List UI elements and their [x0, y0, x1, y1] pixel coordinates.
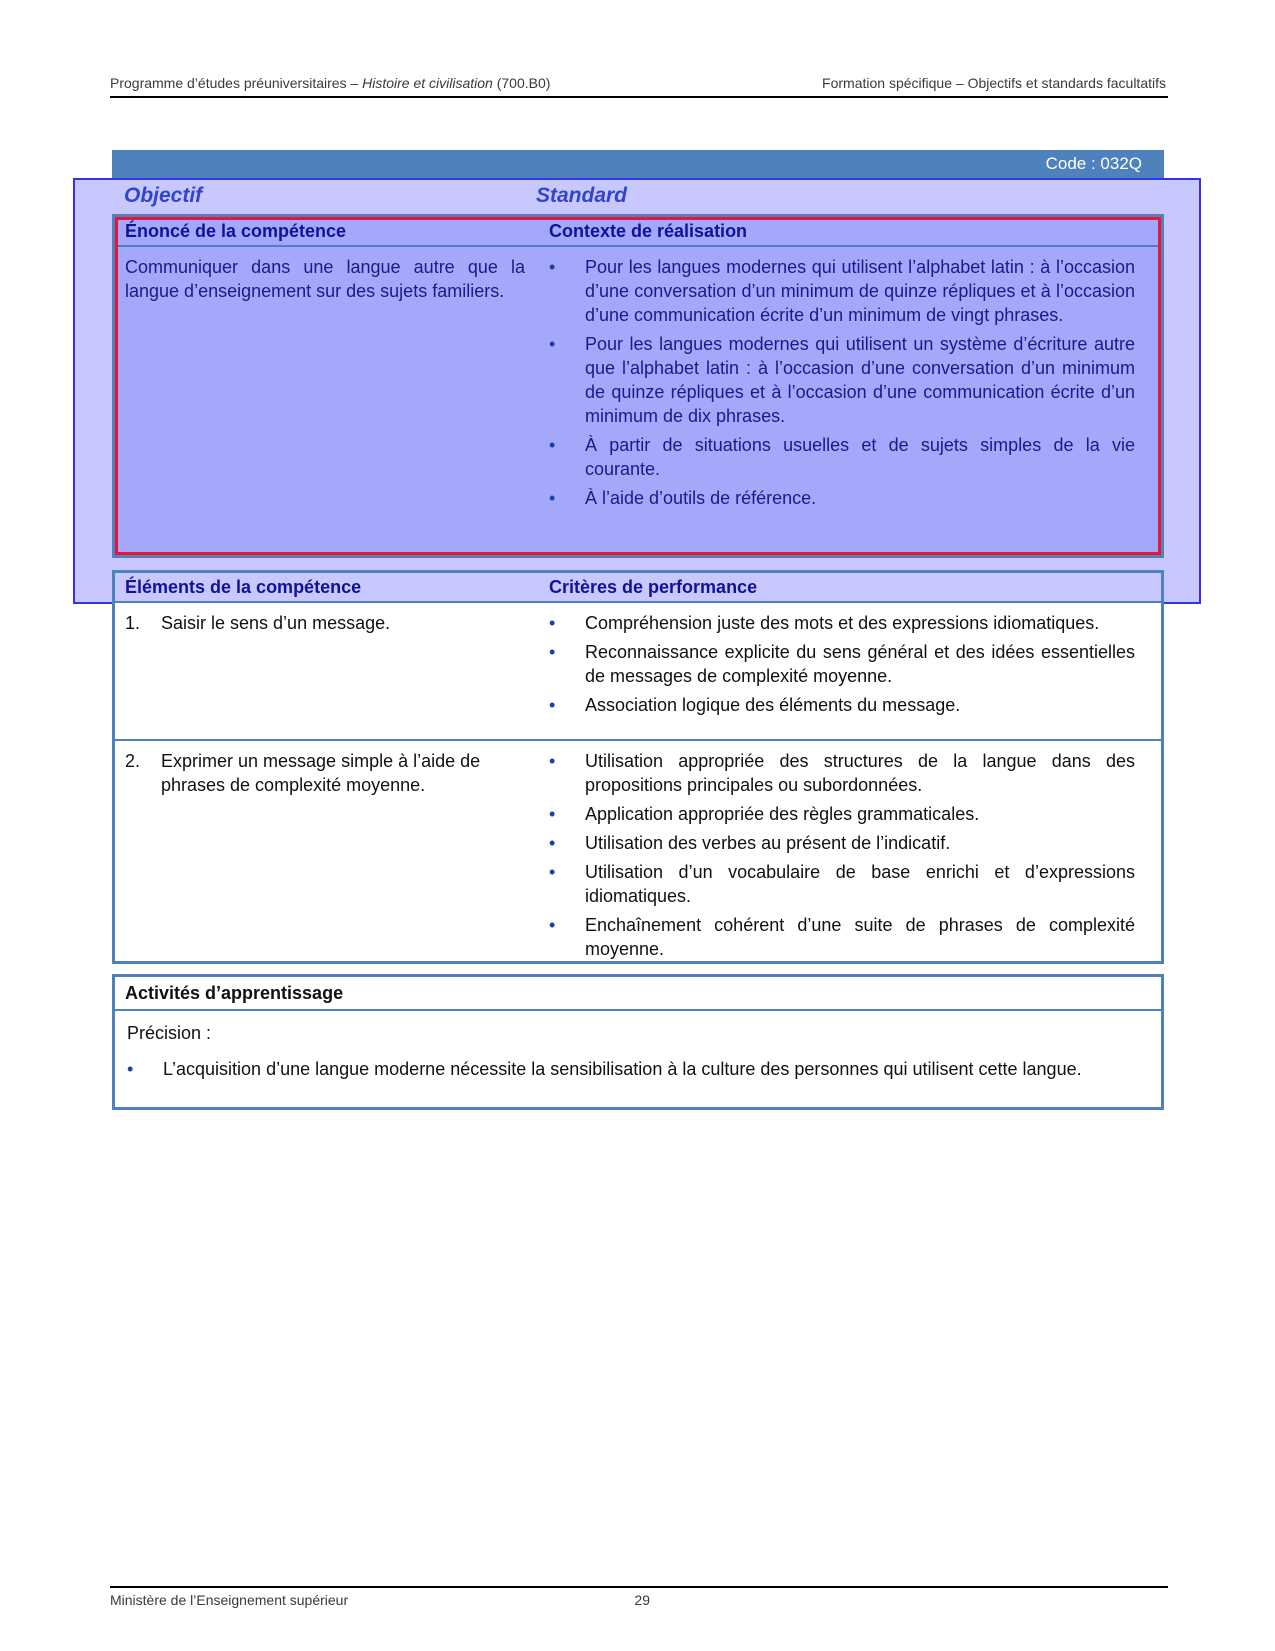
page-header: [110, 74, 1166, 92]
elements-box: [112, 570, 1164, 964]
elements-left-header: Éléments de la compétence: [125, 576, 362, 597]
standard-label: Standard: [536, 184, 628, 207]
element-row-2: [115, 739, 1161, 966]
elements-right-header: Critères de performance: [549, 576, 758, 597]
element-row-1: [115, 603, 1161, 739]
header-left: Programme d’études préuniversitaires – Histoire et civilisation (700.B0): [110, 75, 551, 91]
competence-box: [112, 214, 1164, 558]
context-item: • À l’aide d’outils de référence.: [549, 486, 1135, 510]
competence-body-row: [115, 247, 1161, 515]
activities-list: [127, 1057, 1135, 1081]
competence-right-header: Contexte de réalisation: [549, 220, 748, 241]
elements-header-row: [115, 573, 1161, 603]
criterion-item: • Enchaînement cohérent d’une suite de phrases de complexité moyenne.: [549, 913, 1135, 961]
context-item: • Pour les langues modernes qui utilisent l’alphabet latin : à l’occasion d’une conversation d’un minimum de quinze répliques et à l’occasion d’une communication écrite d’un minimum de vingt phrases.: [549, 255, 1135, 327]
element-2: 2. Exprimer un message simple à l’aide de phrases de complexité moyenne.: [125, 751, 481, 795]
context-item: • À partir de situations usuelles et de sujets simples de la vie courante.: [549, 433, 1135, 481]
precision-label: Précision :: [127, 1023, 212, 1043]
objectif-label: Objectif: [124, 184, 203, 207]
criterion-item: • Compréhension juste des mots et des expressions idiomatiques.: [549, 611, 1135, 635]
header-right: Formation spécifique – Objectifs et standards facultatifs: [822, 75, 1166, 91]
header-rule: [110, 96, 1168, 98]
context-item: • Pour les langues modernes qui utilisent un système d’écriture autre que l’alphabet latin : à l’occasion d’une conversation d’un minimum de quinze répliques et à l’occasion d’une communication écrite d’un minimum de dix phrases.: [549, 332, 1135, 428]
footer-rule: [110, 1586, 1168, 1588]
criteria-list-2: [549, 749, 1135, 961]
criterion-item: • Utilisation appropriée des structures de la langue dans des propositions principales ou subordonnées.: [549, 749, 1135, 797]
element-1: 1. Saisir le sens d’un message.: [125, 613, 391, 633]
code-label: Code : 032Q: [1045, 154, 1142, 173]
footer-ministry: Ministère de l’Enseignement supérieur: [110, 1592, 349, 1608]
competence-left-header: Énoncé de la compétence: [125, 220, 347, 241]
page-footer: [110, 1592, 650, 1608]
criteria-list-1: [549, 611, 1135, 717]
context-list: [549, 255, 1135, 510]
activities-header: Activités d’apprentissage: [115, 977, 1161, 1011]
code-bar: [112, 150, 1164, 178]
criterion-item: • Application appropriée des règles grammaticales.: [549, 802, 1135, 826]
activities-box: [112, 974, 1164, 1110]
criterion-item: • Utilisation d’un vocabulaire de base enrichi et d’expressions idiomatiques.: [549, 860, 1135, 908]
competence-header-row: [115, 217, 1161, 247]
competence-statement: Communiquer dans une langue autre que la langue d’enseignement sur des sujets familiers.: [125, 257, 525, 301]
criterion-item: • Utilisation des verbes au présent de l’indicatif.: [549, 831, 1135, 855]
criterion-item: • Association logique des éléments du message.: [549, 693, 1135, 717]
criterion-item: • Reconnaissance explicite du sens général et des idées essentielles de messages de complexité moyenne.: [549, 640, 1135, 688]
activity-item: • L’acquisition d’une langue moderne nécessite la sensibilisation à la culture des personnes qui utilisent cette langue.: [127, 1057, 1135, 1081]
page-number: 29: [634, 1592, 650, 1608]
